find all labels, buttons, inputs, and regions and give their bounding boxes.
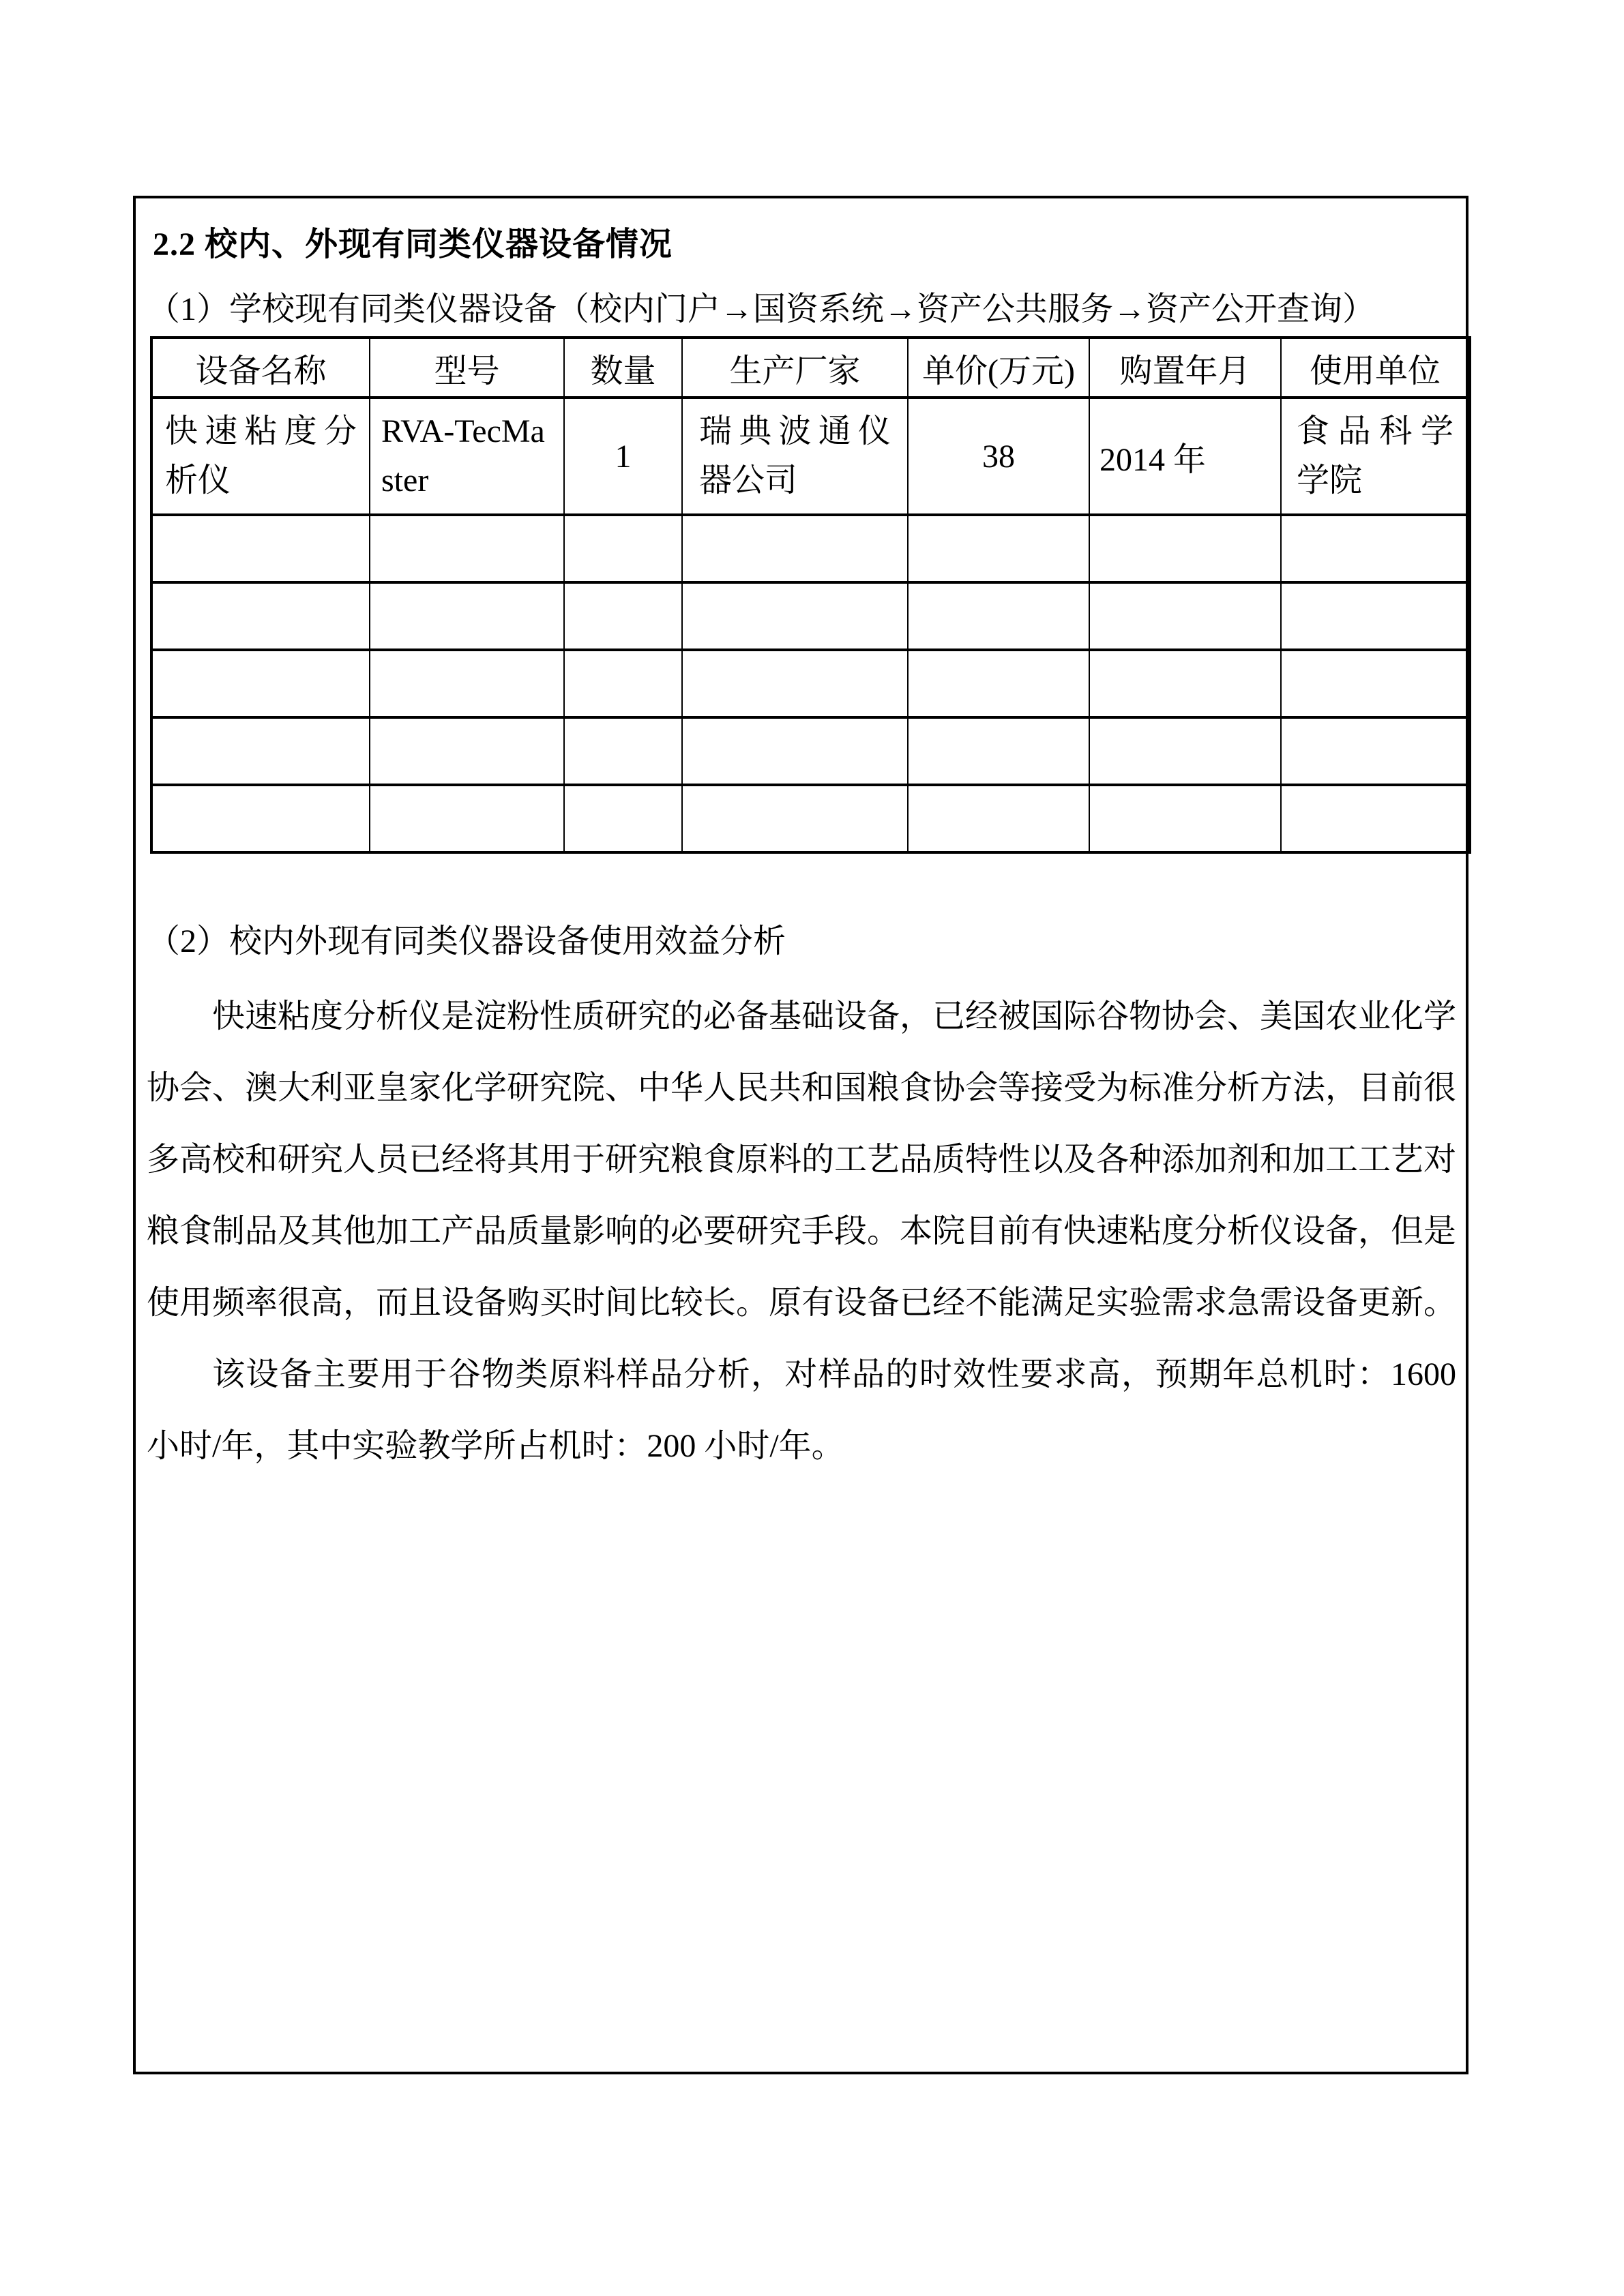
table-row [151, 398, 1470, 515]
cell-unit-price: 38 [908, 398, 1089, 515]
cell-model: RVA-TecMaster [370, 398, 564, 515]
col-header-model: 型号 [370, 338, 564, 398]
cell-using-unit: 食品科学学院 [1281, 398, 1470, 515]
table-empty-cell [151, 785, 370, 852]
subsection-2-label: （2）校内外现有同类仪器设备使用效益分析 [147, 923, 786, 959]
col-header-quantity: 数量 [564, 338, 682, 398]
table-empty-cell [1089, 785, 1281, 852]
col-header-using-unit: 使用单位 [1281, 338, 1470, 398]
table-empty-cell [1281, 582, 1470, 650]
table-header-row [151, 338, 1470, 398]
analysis-paragraph-1: 快速粘度分析仪是淀粉性质研究的必备基础设备，已经被国际谷物协会、美国农业化学协会、澳大利亚皇家化学研究院、中华人民共和国粮食协会等接受为标准分析方法，目前很多高校和研究人员已经将其用于研究粮食原料的工艺品质特性以及各种添加剂和加工工艺对粮食制品及其他加工产品质量影响的必要研究手段。本院目前有快速粘度分析仪设备，但是使用频率很高，而且设备购买时间比较长。原有设备已经不能满足实验需求急需设备更新。 [147, 998, 1457, 1321]
table-empty-cell [370, 650, 564, 717]
table-empty-cell [1089, 582, 1281, 650]
table-empty-cell [682, 717, 908, 785]
table-empty-cell [370, 515, 564, 582]
table-empty-cell [151, 515, 370, 582]
section-title: 2.2 校内、外现有同类仪器设备情况 [153, 226, 673, 263]
table-empty-cell [370, 582, 564, 650]
table-empty-cell [564, 785, 682, 852]
table-empty-cell [682, 650, 908, 717]
table-empty-cell [1089, 650, 1281, 717]
table-empty-row [151, 515, 1470, 582]
table-empty-cell [908, 717, 1089, 785]
table-empty-cell [682, 785, 908, 852]
table-empty-row [151, 785, 1470, 852]
table-empty-cell [1281, 650, 1470, 717]
table-empty-row [151, 582, 1470, 650]
table-empty-cell [908, 785, 1089, 852]
subsection-1-label: （1）学校现有同类仪器设备（校内门户→国资系统→资产公共服务→资产公开查询） [147, 291, 1376, 327]
table-empty-cell [564, 717, 682, 785]
table-empty-cell [908, 650, 1089, 717]
col-header-purchase-date: 购置年月 [1089, 338, 1281, 398]
table-empty-cell [564, 650, 682, 717]
table-empty-cell [1281, 515, 1470, 582]
table-empty-cell [151, 717, 370, 785]
table-empty-cell [370, 717, 564, 785]
cell-quantity: 1 [564, 398, 682, 515]
table-empty-cell [151, 650, 370, 717]
table-empty-cell [908, 515, 1089, 582]
table-empty-cell [370, 785, 564, 852]
table-empty-cell [1281, 717, 1470, 785]
table-empty-cell [908, 582, 1089, 650]
equipment-table [150, 336, 1471, 854]
table-empty-cell [1089, 515, 1281, 582]
table-empty-cell [1089, 717, 1281, 785]
col-header-unit-price: 单价(万元) [908, 338, 1089, 398]
table-empty-cell [682, 582, 908, 650]
table-empty-cell [564, 515, 682, 582]
table-empty-row [151, 717, 1470, 785]
table-empty-row [151, 650, 1470, 717]
col-header-device-name: 设备名称 [151, 338, 370, 398]
table-empty-cell [1281, 785, 1470, 852]
cell-manufacturer: 瑞典波通仪器公司 [682, 398, 908, 515]
cell-purchase-date: 2014 年 [1089, 398, 1281, 515]
table-empty-cell [682, 515, 908, 582]
content-border-box [133, 196, 1468, 2074]
cell-device-name: 快速粘度分析仪 [151, 398, 370, 515]
analysis-paragraph-2: 该设备主要用于谷物类原料样品分析，对样品的时效性要求高，预期年总机时：1600 小时/年，其中实验教学所占机时：200 小时/年。 [147, 1356, 1456, 1464]
col-header-manufacturer: 生产厂家 [682, 338, 908, 398]
table-empty-cell [151, 582, 370, 650]
table-empty-cell [564, 582, 682, 650]
